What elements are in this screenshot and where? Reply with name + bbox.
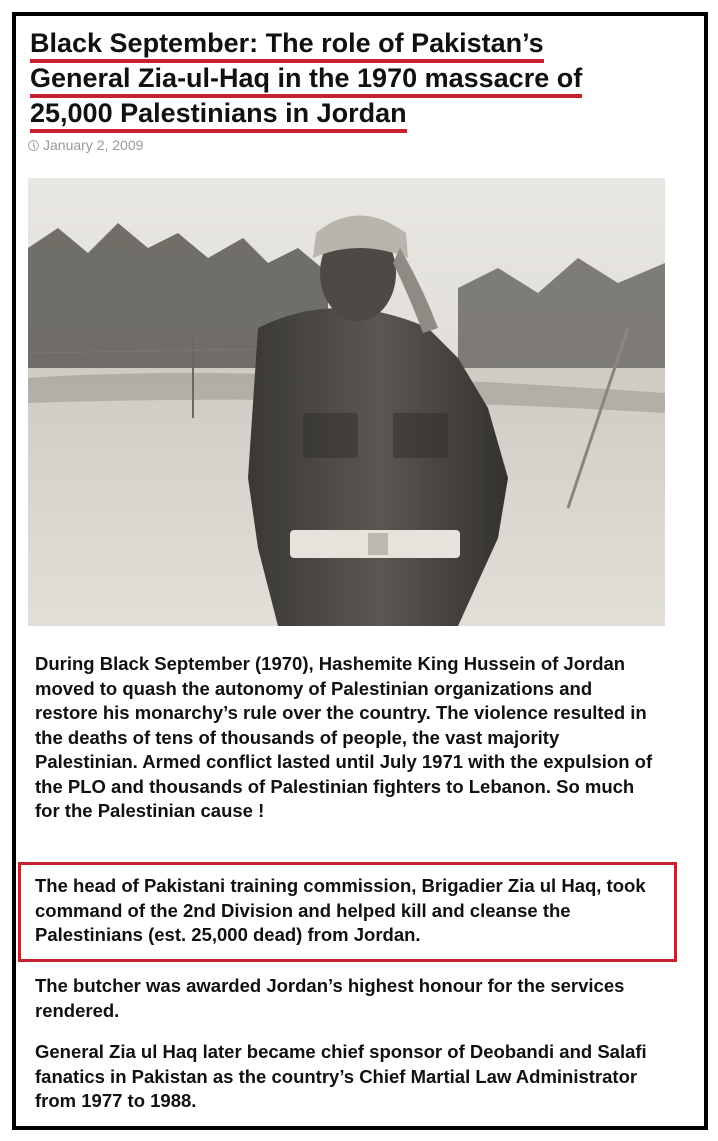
title-line-1: Black September: The role of Pakistan’s: [30, 28, 544, 63]
clock-icon: [28, 140, 39, 151]
date-text: January 2, 2009: [43, 137, 144, 153]
title-line-3: 25,000 Palestinians in Jordan: [30, 98, 407, 133]
photo-illustration: [28, 178, 665, 626]
paragraph-4: General Zia ul Haq later became chief sponsor of Deobandi and Salafi fanatics in Pakistan as the country’s Chief Martial Law Administrator from 1977 to 1988.: [35, 1041, 647, 1111]
title-line-2: General Zia-ul-Haq in the 1970 massacre of: [30, 63, 582, 98]
paragraph-1: During Black September (1970), Hashemite King Hussein of Jordan moved to quash the autonomy of Palestinian organizations and restore his monarchy’s rule over the country. The violence resulted in the deaths of tens of thousands of people, the vast majority Palestinian. Armed conflict lasted until July 1971 with the expulsion of the PLO and thousands of Palestinian fighters to Lebanon. So much for the Palestinian cause !: [35, 653, 653, 821]
paragraph-3: The butcher was awarded Jordan’s highest honour for the services rendered.: [35, 975, 625, 1021]
paragraph-2-highlighted: The head of Pakistani training commission, Brigadier Zia ul Haq, took command of the 2nd Division and helped kill and cleanse the Palestinians (est. 25,000 dead) from Jordan.: [35, 875, 646, 945]
article-date: [28, 137, 143, 153]
article-title: [30, 26, 650, 131]
article-photo: [28, 178, 665, 626]
